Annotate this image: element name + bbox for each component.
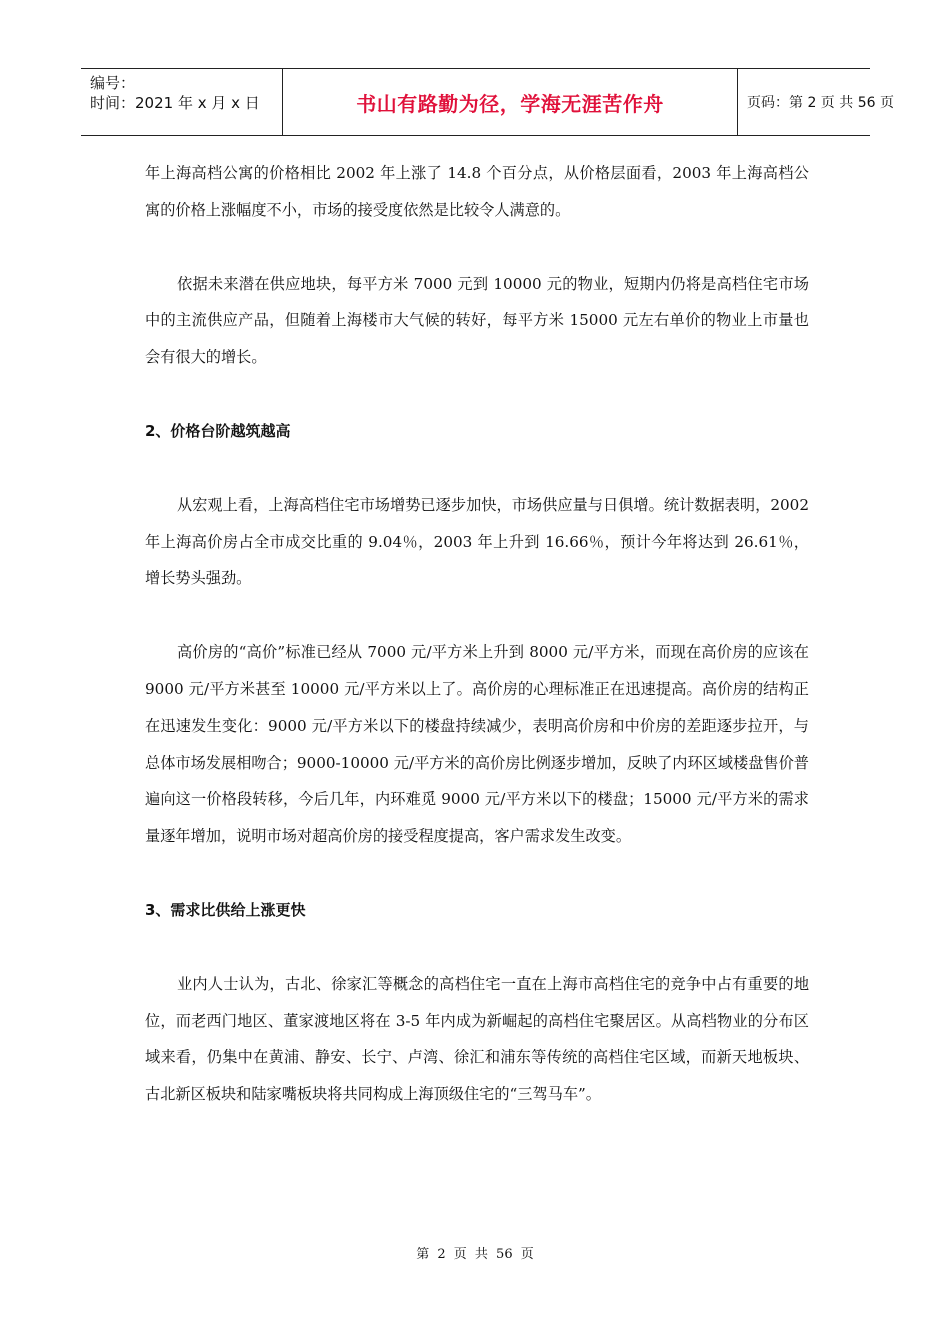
paragraph-gap [145,855,809,892]
section-heading-3: 3、需求比供给上涨更快 [145,900,306,919]
paragraph-gap [145,229,809,266]
paragraph-gap [145,376,809,413]
page-footer: 第 2 页 共 56 页 [416,1247,534,1262]
paragraph-4: 高价房的“高价”标准已经从 7000 元/平方米上升到 8000 元/平方米，而现在高价房的应该在 9000 元/平方米甚至 10000 元/平方米以上了。高价房的心理标准正在迅速提高。高价房的结构正在迅速发生变化：9000 元/平方米以下的楼盘持续减少，表明高价房和中价房的差距逐步拉开，与总体市场发展相吻合；9000-10000 元/平方米的高价房比例逐步增加，反映了内环区域楼盘售价普遍向这一价格段转移，今后几年，内环难觅 9000 元/平方米以下的楼盘；15000 元/平方米的需求量逐年增加，说明市场对超高价房的接受程度提高，客户需求发生改变。 [145,643,809,846]
document-body [145,155,809,1113]
section-heading-2: 2、价格台阶越筑越高 [145,421,291,440]
paragraph-2: 依据未来潜在供应地块，每平方米 7000 元到 10000 元的物业，短期内仍将是高档住宅市场中的主流供应产品，但随着上海楼市大气候的转好，每平方米 15000 元左右单价的物业上市量也会有很大的增长。 [145,274,809,367]
header-meta [81,69,282,135]
document-date: 时间：2021 年 x 月 x 日 [90,94,260,112]
header-page-number: 页码：第 2 页 共 56 页 [747,95,894,111]
paragraph-5: 业内人士认为，古北、徐家汇等概念的高档住宅一直在上海市高档住宅的竞争中占有重要的地位，而老西门地区、董家渡地区将在 3-5 年内成为新崛起的高档住宅聚居区。从高档物业的分布区域来看，仍集中在黄浦、静安、长宁、卢湾、徐汇和浦东等传统的高档住宅区域，而新天地板块、古北新区板块和陆家嘴板块将共同构成上海顶级住宅的“三驾马车”。 [145,974,809,1104]
page-header [81,68,894,136]
document-number-label: 编号： [90,74,136,92]
paragraph-gap [145,450,809,487]
paragraph-gap [145,597,809,634]
paragraph-gap [145,929,809,966]
header-motto: 书山有路勤为径，学海无涯苦作舟 [282,69,738,135]
paragraph-3: 从宏观上看，上海高档住宅市场增势已逐步加快，市场供应量与日俱增。统计数据表明，2002 年上海高价房占全市成交比重的 9.04％，2003 年上升到 16.66％，预计今年将达到 26.61％，增长势头强劲。 [145,495,809,588]
paragraph-1: 年上海高档公寓的价格相比 2002 年上涨了 14.8 个百分点，从价格层面看，2003 年上海高档公寓的价格上涨幅度不小，市场的接受度依然是比较令人满意的。 [145,164,809,219]
